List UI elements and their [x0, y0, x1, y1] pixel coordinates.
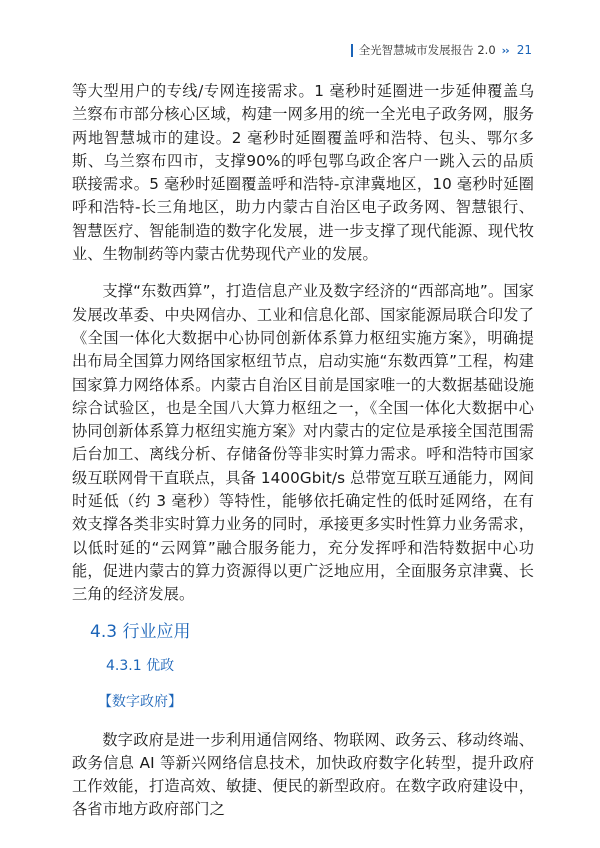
- subsection-heading: 4.3.1 优政: [106, 657, 175, 674]
- running-header: [351, 40, 532, 60]
- paragraph-east-data-west-computing: 支撑“东数西算”，打造信息产业及数字经济的“西部高地”。国家发展改革委、中央网信办、工业和信息化部、国家能源局联合印发了《全国一体化大数据中心协同创新体系算力枢纽实施方案》，明确提出布局全国算力网络国家枢纽节点，启动实施“东数西算”工程，构建国家算力网络体系。内蒙古自治区目前是国家唯一的大数据基础设施综合试验区，也是全国八大算力枢纽之一，《全国一体化大数据中心协同创新体系算力枢纽实施方案》对内蒙古的定位是承接全国范围需后台加工、离线分析、存储备份等非实时算力需求。呼和浩特市国家级互联网骨干直联点，具备 1400Gbit/s 总带宽互联互通能力，网间时延低（约 3 毫秒）等特性，能够依托确定性的低时延网络，在有效支撑各类非实时算力业务的同时，承接更多实时性算力业务需求，以低时延的“云网算”融合服务能力，充分发挥呼和浩特数据中心功能，促进内蒙古的算力资源得以更广泛地应用，全面服务京津冀、长三角的经济发展。: [72, 282, 534, 604]
- topic-tag: 【数字政府】: [98, 693, 182, 710]
- report-title: 全光智慧城市发展报告 2.0: [358, 43, 496, 57]
- header-bar-divider: [351, 44, 353, 57]
- page-body: [72, 80, 534, 822]
- paragraph-digital-government: 数字政府是进一步利用通信网络、物联网、政务云、移动终端、政务信息 AI 等新兴网络信息技术，加快政府数字化转型，提升政府工作效能，打造高效、敏捷、便民的新型政府。在数字政府建设中，各省市地方政府部门之: [72, 730, 534, 819]
- chevron-right-icon: ››: [501, 43, 509, 57]
- paragraph-latency-circles: 等大型用户的专线/专网连接需求。1 毫秒时延圈进一步延伸覆盖乌兰察布市部分核心区域，构建一网多用的统一全光电子政务网，服务两地智慧城市的建设。2 毫秒时延圈覆盖呼和浩特、包头、鄂尔多斯、乌兰察布四市，支撑90%的呼包鄂乌政企客户一跳入云的品质联接需求。5 毫秒时延圈覆盖呼和浩特-京津冀地区，10 毫秒时延圈呼和浩特-长三角地区，助力内蒙古自治区电子政务网、智慧银行、智慧医疗、智能制造的数字化发展，进一步支撑了现代能源、现代牧业、生物制药等内蒙古优势现代产业的发展。: [72, 82, 534, 264]
- page-number: 21: [516, 43, 532, 57]
- section-heading: 4.3 行业应用: [90, 621, 191, 642]
